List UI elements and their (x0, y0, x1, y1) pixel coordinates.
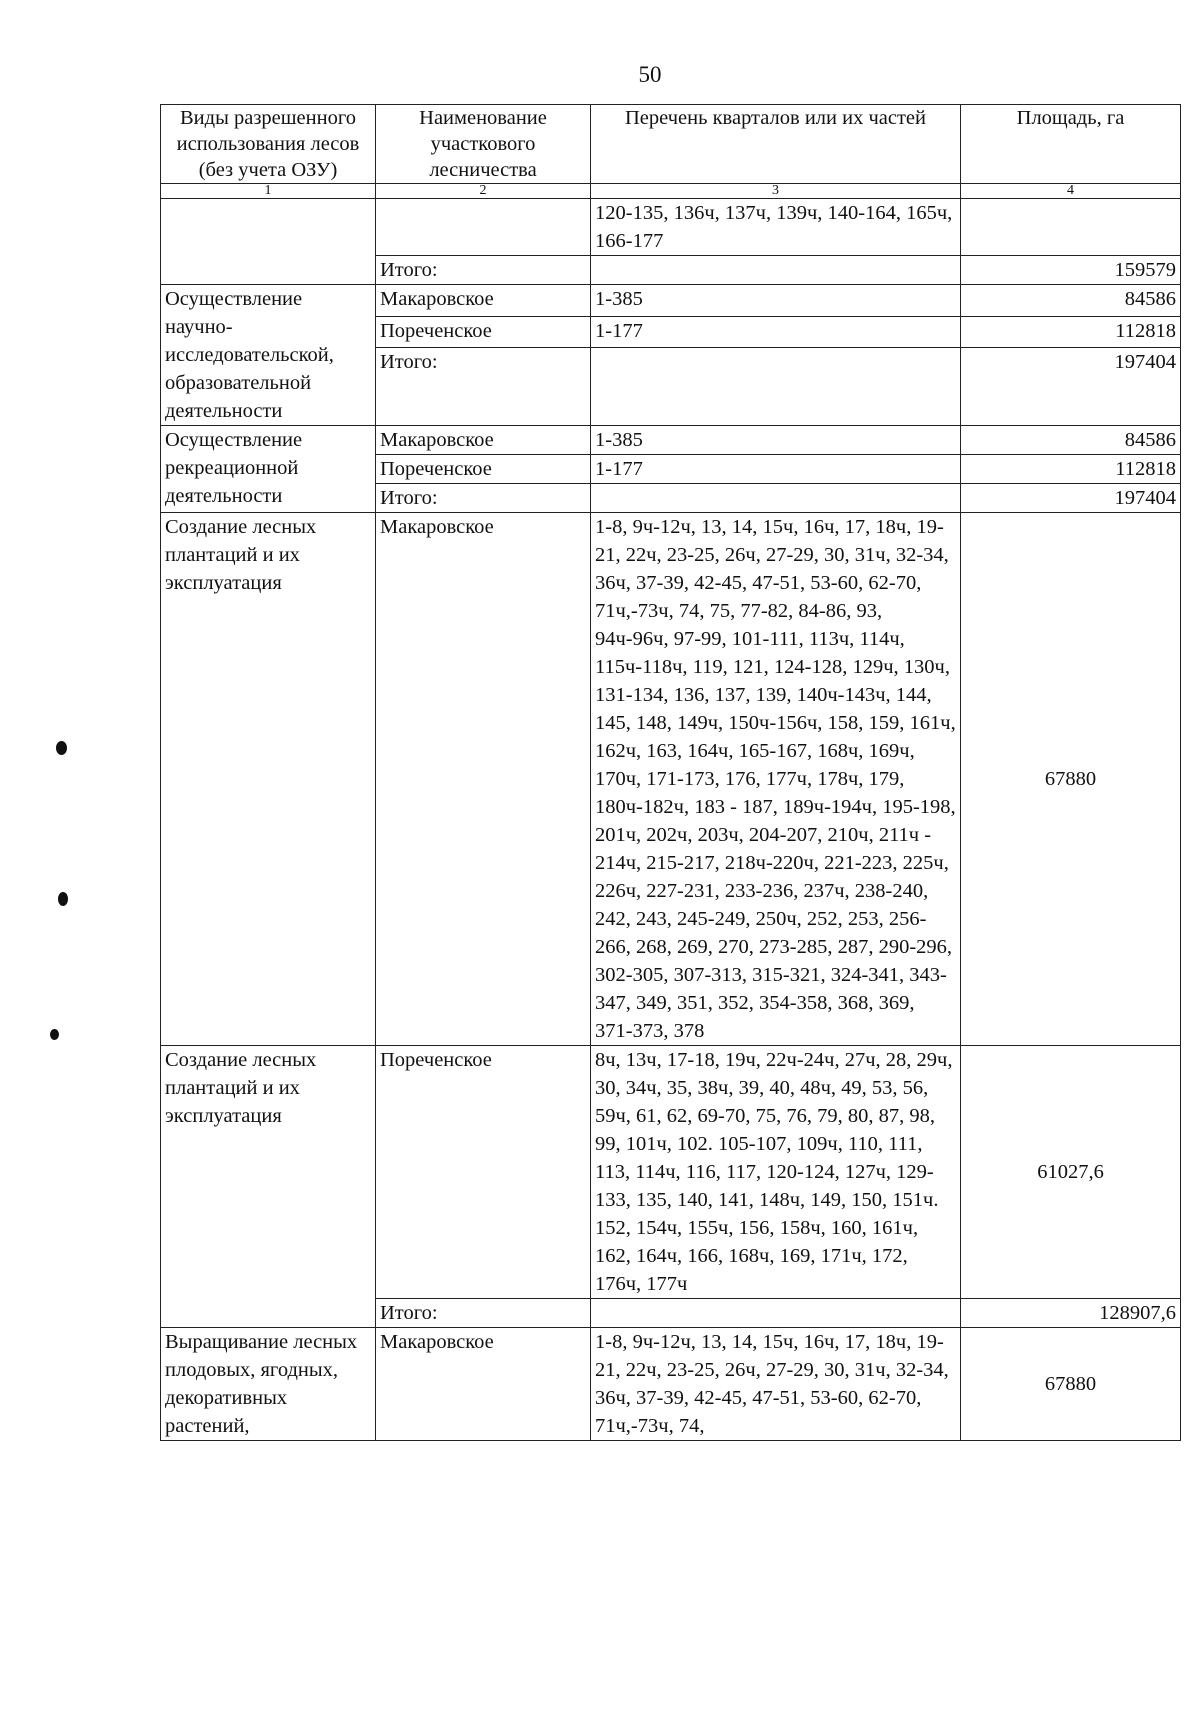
total-label: Итого: (376, 484, 591, 513)
forestry-cell: Макаровское (376, 1328, 591, 1441)
table-row (161, 426, 1181, 455)
column-number: 1 (161, 184, 376, 199)
area-cell: 67880 (961, 513, 1181, 1046)
quarters-cell: 1-177 (591, 455, 961, 484)
table-row (161, 1328, 1181, 1441)
scan-speck (56, 741, 67, 755)
area-cell (961, 199, 1181, 256)
column-number: 3 (591, 184, 961, 199)
table-row (161, 513, 1181, 1046)
area-cell: 84586 (961, 426, 1181, 455)
quarters-cell (591, 256, 961, 285)
area-cell: 112818 (961, 316, 1181, 348)
quarters-cell: 1-8, 9ч-12ч, 13, 14, 15ч, 16ч, 17, 18ч, 19-21, 22ч, 23-25, 26ч, 27-29, 30, 31ч, 32-34, 36ч, 37-39, 42-45, 47-51, 53-60, 62-70, 71ч,-73ч, 74, (591, 1328, 961, 1441)
total-label: Итого: (376, 1299, 591, 1328)
area-cell: 67880 (961, 1328, 1181, 1441)
quarters-cell (591, 484, 961, 513)
forestry-cell: Макаровское (376, 426, 591, 455)
area-cell: 61027,6 (961, 1046, 1181, 1299)
column-number: 4 (961, 184, 1181, 199)
quarters-cell: 1-385 (591, 285, 961, 317)
total-label: Итого: (376, 348, 591, 426)
page-number: 50 (638, 62, 662, 87)
header-use-type: Виды разрешенного использования лесов (без учета ОЗУ) (161, 105, 376, 184)
forestry-cell: Макаровское (376, 285, 591, 317)
header-row (161, 105, 1181, 184)
forestry-cell: Пореченское (376, 455, 591, 484)
quarters-cell: 1-177 (591, 316, 961, 348)
quarters-cell (591, 1299, 961, 1328)
use-type-cell: Создание лесных плантаций и их эксплуатация (161, 513, 376, 1046)
forestry-cell: Пореченское (376, 316, 591, 348)
area-cell: 84586 (961, 285, 1181, 317)
header-area: Площадь, га (961, 105, 1181, 184)
forestry-cell (376, 199, 591, 256)
table-row (161, 1046, 1181, 1299)
quarters-cell: 1-385 (591, 426, 961, 455)
total-area: 128907,6 (961, 1299, 1181, 1328)
area-cell: 112818 (961, 455, 1181, 484)
scan-speck (58, 892, 68, 906)
forestry-cell: Макаровское (376, 513, 591, 1046)
table-row (161, 199, 1181, 256)
quarters-cell: 8ч, 13ч, 17-18, 19ч, 22ч-24ч, 27ч, 28, 29ч, 30, 34ч, 35, 38ч, 39, 40, 48ч, 49, 53, 56, 59ч, 61, 62, 69-70, 75, 76, 79, 80, 87, 98, 99, 101ч, 102. 105-107, 109ч, 110, 111, 113, 114ч, 116, 117, 120-124, 127ч, 129-133, 135, 140, 141, 148ч, 149, 150, 151ч. 152, 154ч, 155ч, 156, 158ч, 160, 161ч, 162, 164ч, 166, 168ч, 169, 171ч, 172, 176ч, 177ч (591, 1046, 961, 1299)
quarters-cell (591, 348, 961, 426)
use-type-cell: Выращивание лесных плодовых, ягодных, декоративных растений, (161, 1328, 376, 1441)
scan-speck (50, 1029, 59, 1040)
use-type-cell (161, 199, 376, 285)
column-number: 2 (376, 184, 591, 199)
column-number-row (161, 184, 1181, 199)
use-type-cell: Создание лесных плантаций и их эксплуатация (161, 1046, 376, 1328)
forest-use-table (160, 104, 1181, 1441)
total-area: 197404 (961, 484, 1181, 513)
total-area: 159579 (961, 256, 1181, 285)
use-type-cell: Осуществление научно-исследовательской, образовательной деятельности (161, 285, 376, 426)
forestry-cell: Пореченское (376, 1046, 591, 1299)
table-row (161, 285, 1181, 317)
total-area: 197404 (961, 348, 1181, 426)
quarters-cell: 1-8, 9ч-12ч, 13, 14, 15ч, 16ч, 17, 18ч, 19-21, 22ч, 23-25, 26ч, 27-29, 30, 31ч, 32-34, 36ч, 37-39, 42-45, 47-51, 53-60, 62-70, 71ч,-73ч, 74, 75, 77-82, 84-86, 93, 94ч-96ч, 97-99, 101-111, 113ч, 114ч, 115ч-118ч, 119, 121, 124-128, 129ч, 130ч, 131-134, 136, 137, 139, 140ч-143ч, 144, 145, 148, 149ч, 150ч-156ч, 158, 159, 161ч, 162ч, 163, 164ч, 165-167, 168ч, 169ч, 170ч, 171-173, 176, 177ч, 178ч, 179, 180ч-182ч, 183 - 187, 189ч-194ч, 195-198, 201ч, 202ч, 203ч, 204-207, 210ч, 211ч - 214ч, 215-217, 218ч-220ч, 221-223, 225ч, 226ч, 227-231, 233-236, 237ч, 238-240, 242, 243, 245-249, 250ч, 252, 253, 256-266, 268, 269, 270, 273-285, 287, 290-296, 302-305, 307-313, 315-321, 324-341, 343-347, 349, 351, 352, 354-358, 368, 369, 371-373, 378 (591, 513, 961, 1046)
use-type-cell: Осуществление рекреационной деятельности (161, 426, 376, 513)
header-quarters: Перечень кварталов или их частей (591, 105, 961, 184)
header-forestry-name: Наименование участкового лесничества (376, 105, 591, 184)
total-label: Итого: (376, 256, 591, 285)
quarters-cell: 120-135, 136ч, 137ч, 139ч, 140-164, 165ч, 166-177 (591, 199, 961, 256)
